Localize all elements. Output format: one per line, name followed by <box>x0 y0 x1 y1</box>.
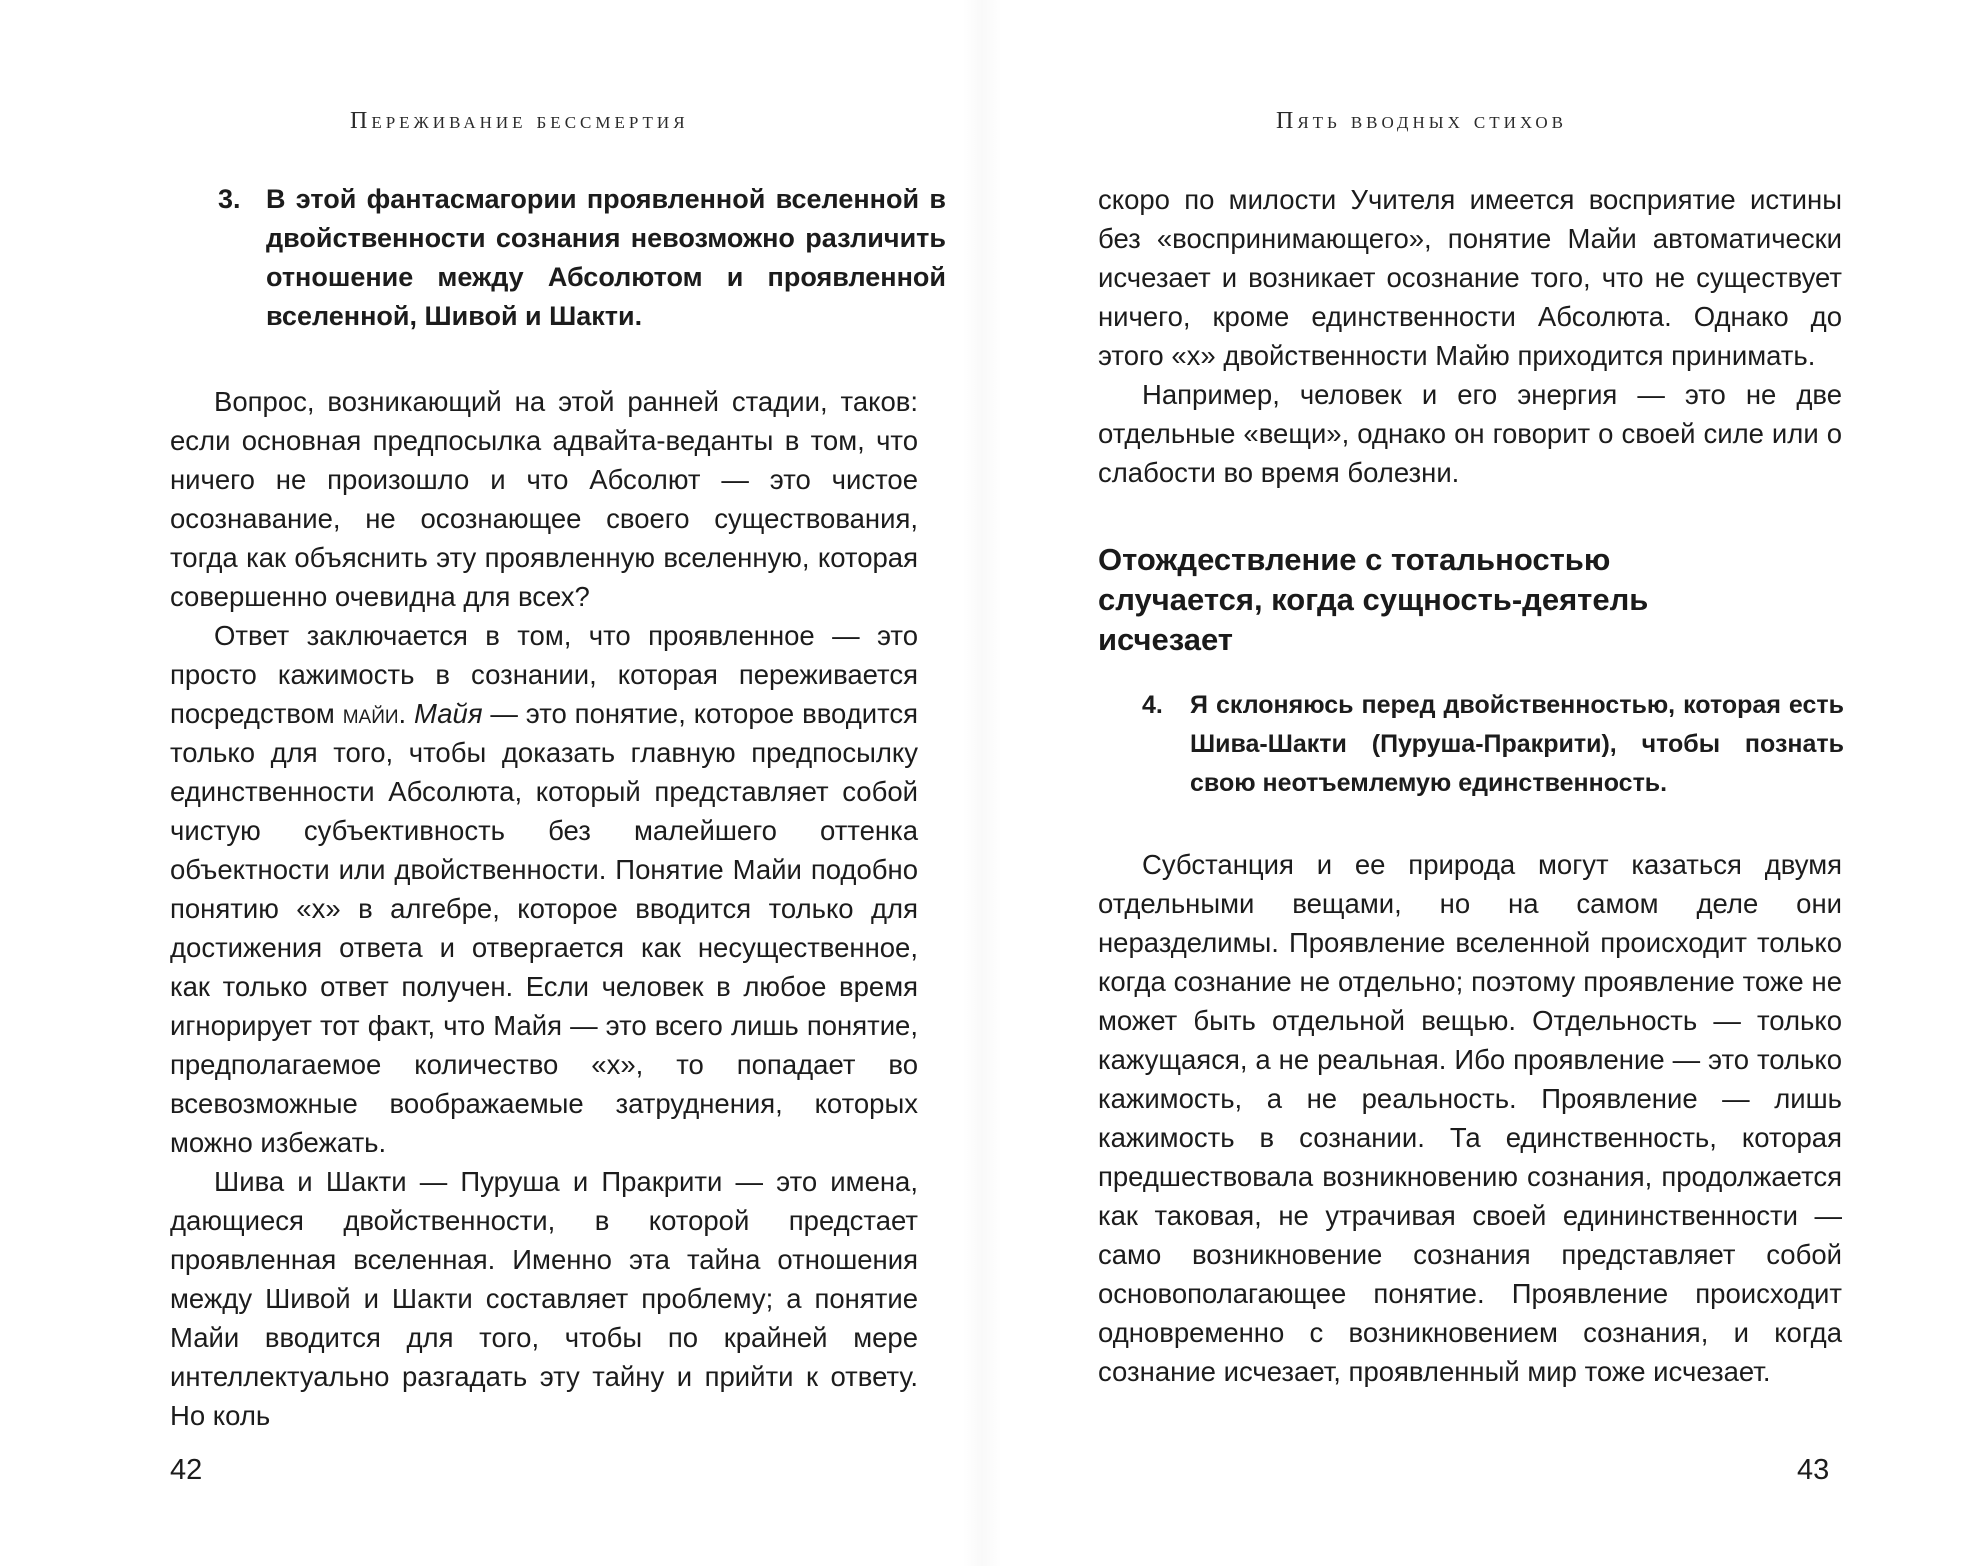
section-heading: Отождествление с тотальностью случается, когда сущность-деятель исчезает <box>1098 542 1649 657</box>
verse-number: 4. <box>1142 691 1163 719</box>
paragraph <box>170 616 918 1162</box>
paragraph-segment: Ответ заключается в том, что проявленное — это просто кажимость в сознании, которая переживается посредством <box>170 620 918 729</box>
maya-term: майи. <box>342 698 407 729</box>
verse-3 <box>218 180 946 336</box>
verse-number: 3. <box>218 184 241 214</box>
paragraph: Например, человек и его энергия — это не две отдельные «вещи», однако он говорит о своей силе или о слабости во время болезни. <box>1098 379 1842 488</box>
paragraph: Вопрос, возникающий на этой ранней стадии, таков: если основная предпосылка адвайта-веданты в том, что ничего не произошло и что Абсолют — это чистое осознавание, не осознающее своего существования, тогда как объяснить эту проявленную вселенную, которая совершенно очевидна для всех? <box>170 386 918 612</box>
paragraph: Шива и Шакти — Пуруша и Пракрити — это имена, дающиеся двойственности, в которой предстает проявленная вселенная. Именно эта тайна отношения между Шивой и Шакти составляет проблему; а понятие Майи вводится для того, чтобы по крайней мере интеллектуально разгадать эту тайну и прийти к ответу. Но коль <box>170 1166 918 1431</box>
paragraph: Субстанция и ее природа могут казаться двумя отдельными вещами, но на самом деле они неразделимы. Проявление вселенной происходит только когда сознание не отдельно; поэтому проявление тоже не может быть отдельной вещью. Отдельность — только кажущаяся, а не реальная. Ибо проявление — это только кажимость, а не реальность. Проявление — лишь кажимость в сознании. Та единственность, которая предшествовала возникновению сознания, продолжается как таковая, не утрачивая своей едининственности — само возникновение сознания представляет собой основополагающее понятие. Проявление происходит одновременно с возникновением сознания, и когда сознание исчезает, проявленный мир тоже исчезает. <box>1098 849 1842 1387</box>
maya-italic: Майя <box>414 698 483 729</box>
page-number-right: 43 <box>1797 1454 1830 1486</box>
running-head-left: Переживание бессмертия <box>350 108 689 134</box>
paragraph: скоро по милости Учителя имеется восприятие истины без «воспринимающего», понятие Майи автоматически исчезает и возникает осознание того, что не существует ничего, кроме единственности Абсолюта. Однако до этого «х» двойственности Майю приходится принимать. <box>1098 184 1842 371</box>
left-text-block <box>170 180 946 1435</box>
verse-4 <box>1142 686 1844 803</box>
page-number-left: 42 <box>170 1454 203 1486</box>
running-head-right: Пять вводных стихов <box>1276 108 1567 134</box>
verse-text: Я склоняюсь перед двойственностью, которая есть Шива-Шакти (Пуруша-Пракрити), чтобы познать свою неотъемлемую единственность. <box>1190 691 1844 797</box>
right-page <box>982 0 1964 1566</box>
paragraph-segment: — это понятие, которое вводится только для того, чтобы доказать главную предпосылку единственности Абсолюта, который представляет собой чистую субъективность без малейшего оттенка объектности или двойственности. Понятие Майи подобно понятию «х» в алгебре, которое вводится только для достижения ответа и отвергается как несущественное, как только ответ получен. Если человек в любое время игнорирует тот факт, что Майя — это всего лишь понятие, предполагаемое количество «х», то попадает во всевозможные воображаемые затруднения, которых можно избежать. <box>170 698 919 1158</box>
right-text-block <box>1098 180 1842 1391</box>
verse-text: В этой фантасмагории проявленной вселенной в двойственности сознания невозможно различить отношение между Абсолютом и проявленной вселенной, Шивой и Шакти. <box>266 184 946 331</box>
